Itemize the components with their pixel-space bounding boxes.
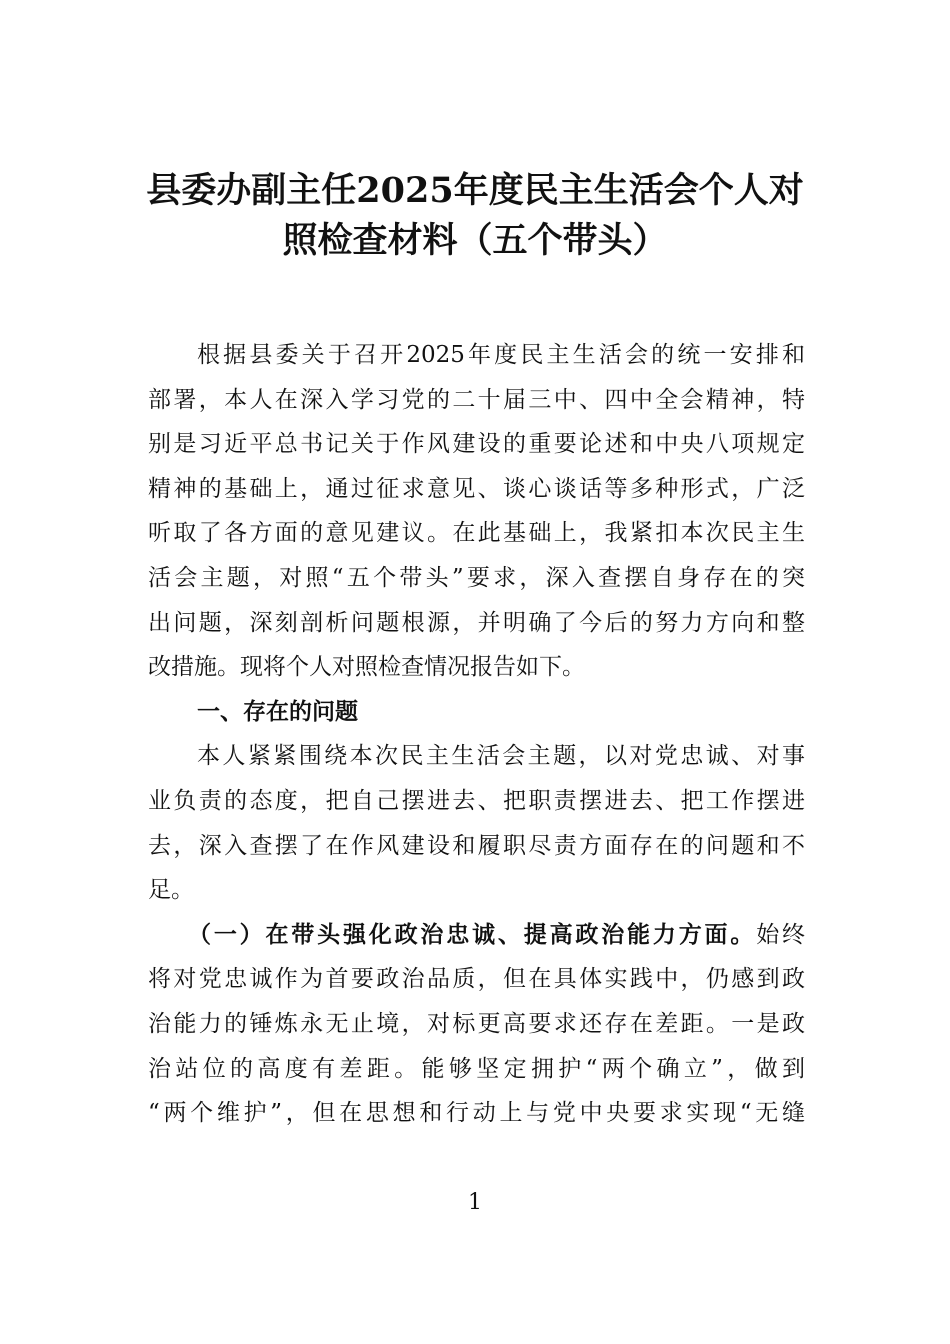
section-heading: 一、存在的问题 — [197, 698, 358, 725]
text-line: 业负责的态度，把自己摆进去、把职责摆进去、把工作摆进 — [148, 787, 805, 814]
text-fragment: 始终 — [756, 921, 806, 948]
text-line: 足。 — [148, 877, 194, 904]
text-line: 出问题，深刻剖析问题根源，并明确了今后的努力方向和整 — [148, 609, 805, 636]
subsection-heading: （一）在带头强化政治忠诚、提高政治能力方面。 — [188, 920, 757, 948]
text-line: 活会主题，对照“五个带头”要求，深入查摆自身存在的突 — [148, 564, 805, 591]
document-body — [148, 333, 805, 1136]
page-number: 1 — [468, 1190, 482, 1215]
text-line: 去，深入查摆了在作风建设和履职尽责方面存在的问题和不 — [148, 832, 805, 859]
text-line: 精神的基础上，通过征求意见、谈心谈话等多种形式，广泛 — [148, 475, 805, 502]
text-line: 治能力的锤炼永无止境，对标更高要求还存在差距。一是政 — [148, 1010, 805, 1037]
text-line — [148, 913, 805, 958]
intro-paragraph — [148, 333, 805, 690]
subsection-paragraph — [148, 913, 805, 1136]
text-line: “两个维护”，但在思想和行动上与党中央要求实现“无缝 — [148, 1100, 805, 1127]
text-line: 改措施。现将个人对照检查情况报告如下。 — [148, 654, 585, 681]
text-line: 治站位的高度有差距。能够坚定拥护“两个确立”，做到 — [148, 1055, 805, 1082]
text-line: 部署，本人在深入学习党的二十届三中、四中全会精神，特 — [148, 386, 805, 413]
section-paragraph — [148, 734, 805, 912]
text-line: 本人紧紧围绕本次民主生活会主题，以对党忠诚、对事 — [197, 743, 805, 770]
document-title-line-1: 县委办副主任2025年度民主生活会个人对 — [146, 170, 804, 211]
text-line: 听取了各方面的意见建议。在此基础上，我紧扣本次民主生 — [148, 520, 805, 547]
document-title-line-2: 照检查材料（五个带头） — [282, 220, 668, 261]
text-line: 根据县委关于召开2025年度民主生活会的统一安排和 — [197, 342, 805, 368]
text-line: 别是习近平总书记关于作风建设的重要论述和中央八项规定 — [148, 431, 805, 458]
text-line: 将对党忠诚作为首要政治品质，但在具体实践中，仍感到政 — [148, 966, 805, 993]
